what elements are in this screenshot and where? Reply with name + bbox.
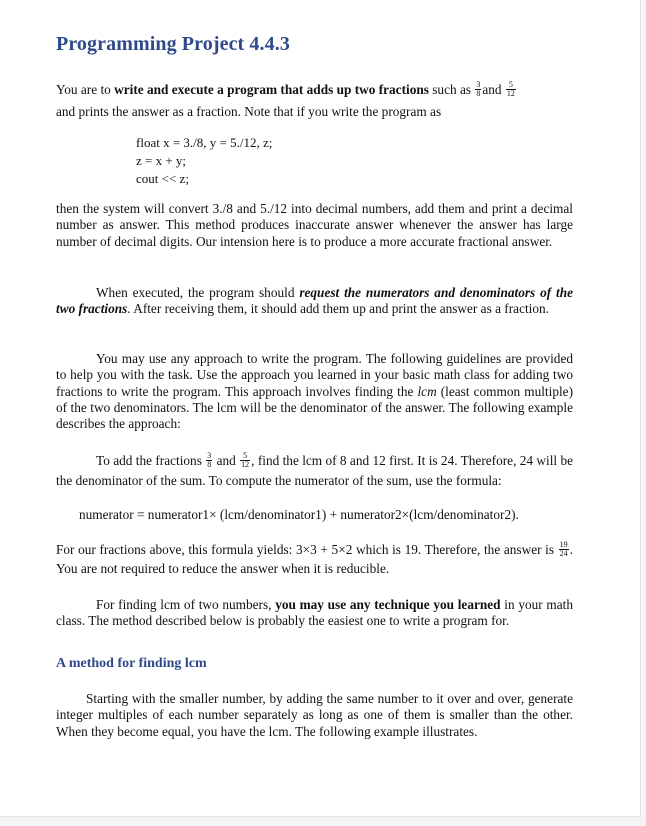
page-title: Programming Project 4.4.3: [56, 33, 290, 55]
intro-bold-text: write and execute a program that adds up two fractions: [114, 82, 429, 97]
intro-line-2: and prints the answer as a fraction. Note that if you write the program as: [56, 104, 442, 119]
code-line: z = x + y;: [136, 153, 187, 168]
section-heading: A method for finding lcm: [56, 656, 207, 671]
fraction-5-12: $\frac{5}{12}$: [506, 80, 515, 99]
paragraph-result: For our fractions above, this formula yields: 3×3 + 5×2 which is 19. Therefore, the answer is $\frac{19}{24}$ . You are not required to reduce the answer when it is reducible.: [56, 540, 573, 577]
paragraph-technique: For finding lcm of two numbers, you may use any technique you learned in your math class. The method described below is probably the easiest one to write a program for.: [56, 597, 573, 629]
fraction-19-24: $\frac{19}{24}$: [559, 540, 568, 559]
intro-line: [56, 82, 517, 99]
fraction-3-8: $\frac{3}{8}$: [207, 451, 212, 470]
intro-text: You are to: [56, 82, 115, 97]
intro-text: and: [482, 82, 502, 97]
paragraph-request: When executed, the program should request the numerators and denominators of the two fractions. After receiving them, it should add them up and print the answer as a fraction.: [56, 285, 573, 317]
code-line: float x = 3./8, y = 5./12, z;: [136, 135, 273, 150]
paragraph-approach: You may use any approach to write the program. The following guidelines are provided to help you with the task. Use the approach you learned in your basic math class for adding two fractions to write the program. This approach involves finding the lcm (least common multiple) of the two denominators. The lcm will be the denominator of the answer. The following example describes the approach:: [56, 351, 573, 432]
code-block: [136, 134, 272, 188]
lcm-formula: numerator = numerator1× (lcm/denominator1) + numerator2×(lcm/denominator2).: [79, 507, 519, 522]
fraction-5-12: $\frac{5}{12}$: [241, 451, 250, 470]
paragraph-example: To add the fractions $\frac{3}{8}$ and $\frac{5}{12}$ , find the lcm of 8 and 12 first. It is 24. Therefore, 24 will be the denominator of the sum. To compute the numerator of the sum, use the formula:: [56, 451, 573, 488]
intro-text: such as: [428, 82, 475, 97]
paragraph-method: Starting with the smaller number, by adding the same number to it over and over, generate integer multiples of each number separately as long as one of them is smaller than the other. When they become equal, you have the lcm. The following example illustrates.: [56, 691, 573, 739]
fraction-3-8: $\frac{3}{8}$: [476, 80, 481, 99]
paragraph-decimal: then the system will convert 3./8 and 5./12 into decimal numbers, add them and print a decimal number as answer. This method produces inaccurate answer whenever the answer has large number of decimal digits. Our intension here is to produce a more accurate fractional answer.: [56, 201, 573, 249]
code-line: cout << z;: [136, 171, 189, 186]
